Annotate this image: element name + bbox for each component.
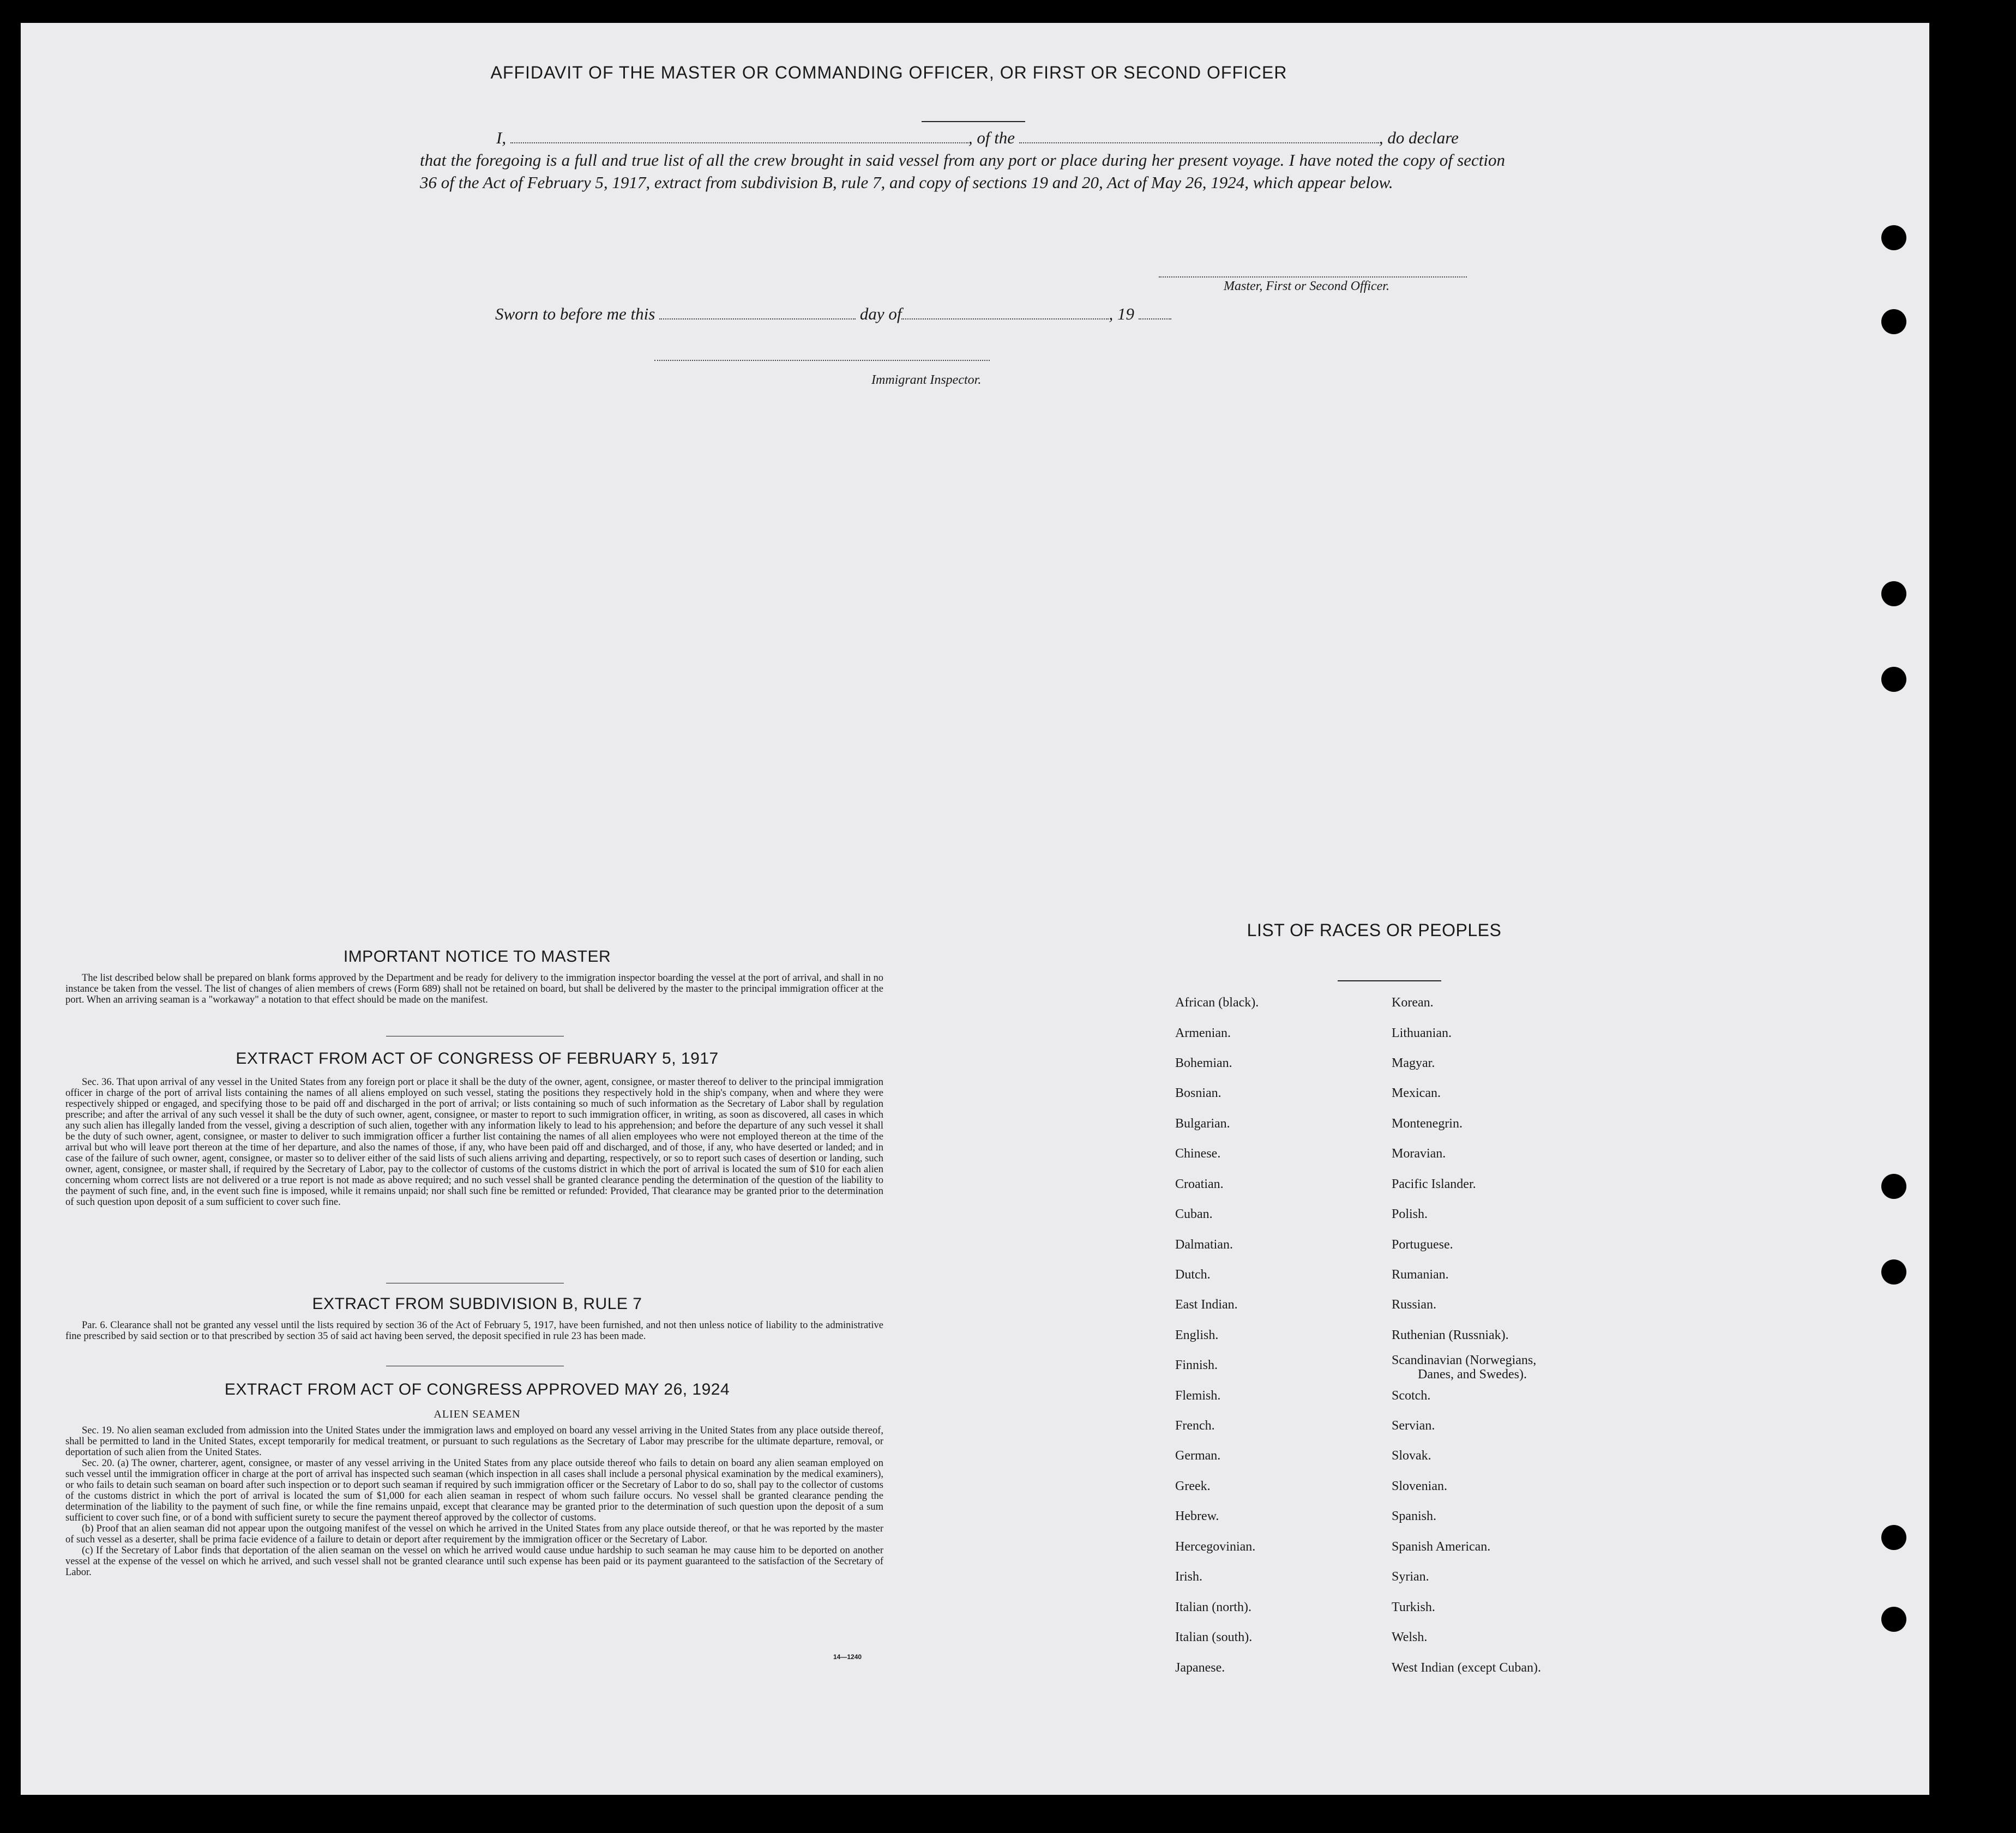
punch-hole bbox=[1881, 1525, 1906, 1550]
of-the-label: , of the bbox=[968, 128, 1015, 147]
race-left: East Indian. bbox=[1175, 1298, 1238, 1312]
race-left: English. bbox=[1175, 1328, 1219, 1342]
notice-title: IMPORTANT NOTICE TO MASTER bbox=[343, 948, 611, 966]
inspector-signature-line[interactable] bbox=[654, 360, 990, 361]
race-left: Irish. bbox=[1175, 1570, 1202, 1584]
punch-hole bbox=[1881, 1174, 1906, 1199]
race-right: Mexican. bbox=[1392, 1086, 1441, 1100]
sworn-label: Sworn to before me this bbox=[495, 304, 655, 323]
race-right: Welsh. bbox=[1392, 1630, 1428, 1644]
race-right-continuation: Danes, and Swedes). bbox=[1418, 1367, 1527, 1382]
race-right: Spanish. bbox=[1392, 1509, 1437, 1523]
extract-1917-text bbox=[65, 1077, 883, 1208]
race-right: Russian. bbox=[1392, 1298, 1437, 1312]
sworn-line bbox=[495, 304, 1171, 324]
notice-paragraph: The list described below shall be prepared on blank forms approved by the Department and be ready for delivery to the immigration inspector boarding the vessel at the port of arrival, and shall in no instance be taken from the vessel. The list of changes of alien members of crews (Form 689) shall not be retained on board, but shall be delivered by the master to the principal immigration officer at the port. When an arriving seaman is a "workaway" a notation to that effect should be made on the manifest. bbox=[65, 973, 883, 1005]
race-left: German. bbox=[1175, 1449, 1221, 1463]
race-left: African (black). bbox=[1175, 996, 1259, 1010]
alien-seamen-subtitle: ALIEN SEAMEN bbox=[434, 1408, 521, 1420]
race-left: Finnish. bbox=[1175, 1358, 1218, 1372]
extract-rule7-title: EXTRACT FROM SUBDIVISION B, RULE 7 bbox=[312, 1295, 642, 1313]
sworn-year-field[interactable] bbox=[1139, 305, 1171, 319]
name-field[interactable] bbox=[510, 129, 968, 143]
notice-text bbox=[65, 973, 883, 1005]
race-left: Hebrew. bbox=[1175, 1509, 1219, 1523]
sec20c-paragraph: (c) If the Secretary of Labor finds that deportation of the alien seaman on the vessel on which he arrived would cause undue hardship to such seaman he may cause him to be deported on another vessel at the expense of the vessel on which he arrived, and such vessel shall not be granted clearance until such expense has been paid or its payment guaranteed to the satisfaction of the Secretary of Labor. bbox=[65, 1545, 883, 1578]
race-right: West Indian (except Cuban). bbox=[1392, 1661, 1541, 1675]
extract-1924-text bbox=[65, 1425, 883, 1578]
race-right: Lithuanian. bbox=[1392, 1026, 1452, 1040]
race-left: Japanese. bbox=[1175, 1661, 1225, 1675]
race-left: Armenian. bbox=[1175, 1026, 1231, 1040]
race-right: Slovenian. bbox=[1392, 1479, 1447, 1493]
punch-hole bbox=[1881, 581, 1906, 606]
race-left: Bosnian. bbox=[1175, 1086, 1221, 1100]
race-right: Scandinavian (Norwegians, bbox=[1392, 1353, 1537, 1367]
race-left: Bulgarian. bbox=[1175, 1117, 1230, 1131]
affidavit-body-text: that the foregoing is a full and true list of all the crew brought in said vessel from any port or place during her present voyage. I have noted the copy of section 36 of the Act of February 5, 1917, extract from subdivision B, rule 7, and copy of sections 19 and 20, Act of May 26, 1924, which appear below. bbox=[420, 150, 1505, 192]
affidavit-title: AFFIDAVIT OF THE MASTER OR COMMANDING OFFICER, OR FIRST OR SECOND OFFICER bbox=[490, 63, 1287, 82]
punch-hole bbox=[1881, 225, 1906, 250]
race-right: Syrian. bbox=[1392, 1570, 1429, 1584]
race-right: Magyar. bbox=[1392, 1056, 1435, 1070]
year-prefix: , 19 bbox=[1109, 304, 1134, 323]
inspector-label: Immigrant Inspector. bbox=[871, 373, 982, 387]
sworn-day-field[interactable] bbox=[659, 305, 856, 319]
race-right: Montenegrin. bbox=[1392, 1117, 1463, 1131]
race-right: Servian. bbox=[1392, 1419, 1435, 1433]
master-signature-line[interactable] bbox=[1159, 276, 1467, 278]
race-left: Croatian. bbox=[1175, 1177, 1224, 1191]
race-left: Dutch. bbox=[1175, 1268, 1211, 1282]
race-right: Korean. bbox=[1392, 996, 1434, 1010]
races-title: LIST OF RACES OR PEOPLES bbox=[1247, 920, 1502, 940]
race-right: Turkish. bbox=[1392, 1600, 1435, 1614]
race-right: Ruthenian (Russniak). bbox=[1392, 1328, 1509, 1342]
race-left: Dalmatian. bbox=[1175, 1238, 1233, 1252]
race-right: Pacific Islander. bbox=[1392, 1177, 1476, 1191]
race-right: Moravian. bbox=[1392, 1147, 1446, 1161]
master-label: Master, First or Second Officer. bbox=[1224, 279, 1389, 293]
sec36-paragraph: Sec. 36. That upon arrival of any vessel in the United States from any foreign port or place it shall be the duty of the owner, agent, consignee, or master thereof to deliver to the principal immigration officer in charge of the port of arrival lists containing the names of all aliens employed on such vessel, stating the positions they respectively hold in the ship's company, when and where they were respectively shipped or engaged, and specifying those to be paid off and discharged in the port of arrival; or lists containing so much of such information as the Secretary of Labor shall by regulation prescribe; and after the arrival of any such vessel it shall be the duty of such owner, agent, consignee, or master to report to such immigration officer, in writing, as soon as discovered, all cases in which any such alien has illegally landed from the vessel, giving a description of such alien, together with any information likely to lead to his apprehension; and before the departure of any such vessel it shall be the duty of such owner, agent, consignee, or master to deliver to such immigration officer a further list containing the names of all alien employees who were not employed thereon at the time of the arrival but who will leave port thereon at the time of her departure, and also the names of those, if any, who have been paid off and discharged, and of those, if any, who have deserted or landed; and in case of the failure of such owner, agent, consignee, or master so to deliver either of the said lists of such aliens arriving and departing, respectively, or so to report such cases of desertion or landing, such owner, agent, consignee, or master shall, if required by the Secretary of Labor, pay to the collector of customs of the customs district in which the port of arrival is located the sum of $10 for each alien concerning whom correct lists are not delivered or a true report is not made as above required; and no such vessel shall be granted clearance pending the determination of the question of the liability to the payment of such fine, and, in the event such fine is imposed, while it remains unpaid; nor shall such fine be remitted or refunded: Provided, That clearance may be granted prior to the determination of such question upon deposit of a sum sufficient to cover such fine. bbox=[65, 1077, 883, 1208]
punch-hole bbox=[1881, 309, 1906, 334]
sec20b-paragraph: (b) Proof that an alien seaman did not appear upon the outgoing manifest of the vessel on which he arrived in the United States from any place outside thereof, or that he was reported by the master of such vessel as a deserter, shall be prima facie evidence of a failure to detain or deport after requirement by the immigration officer or the Secretary of Labor. bbox=[65, 1523, 883, 1545]
race-left: Hercegovinian. bbox=[1175, 1540, 1256, 1554]
extract-rule7-text bbox=[65, 1320, 883, 1342]
do-declare-label: , do declare bbox=[1379, 128, 1459, 147]
race-left: Italian (south). bbox=[1175, 1630, 1253, 1644]
extract-1924-title: EXTRACT FROM ACT OF CONGRESS APPROVED MAY 26, 1924 bbox=[224, 1380, 730, 1398]
race-left: Italian (north). bbox=[1175, 1600, 1251, 1614]
race-left: Cuban. bbox=[1175, 1207, 1213, 1221]
race-left: Flemish. bbox=[1175, 1389, 1221, 1403]
race-left: Greek. bbox=[1175, 1479, 1211, 1493]
form-number: 14—1240 bbox=[833, 1653, 862, 1661]
i-label: I, bbox=[496, 128, 507, 147]
race-right: Scotch. bbox=[1392, 1389, 1431, 1403]
par6-paragraph: Par. 6. Clearance shall not be granted any vessel until the lists required by section 36 of the Act of February 5, 1917, have been furnished, and not then unless notice of liability to the administrative fine prescribed by said section or to that prescribed by section 35 of said act having been served, the deposit specified in rule 23 has been made. bbox=[65, 1320, 883, 1342]
title-rule bbox=[922, 121, 1025, 122]
affidavit-text bbox=[420, 126, 1505, 194]
extract-1917-title: EXTRACT FROM ACT OF CONGRESS OF FEBRUARY 5, 1917 bbox=[236, 1050, 719, 1068]
day-of-label: day of bbox=[859, 304, 902, 323]
race-left: Chinese. bbox=[1175, 1147, 1221, 1161]
race-right: Rumanian. bbox=[1392, 1268, 1449, 1282]
races-title-rule bbox=[1338, 980, 1441, 981]
sec19-paragraph: Sec. 19. No alien seaman excluded from admission into the United States under the immigration laws and employed on board any vessel arriving in the United States from any place outside thereof, shall be permitted to land in the United States, except temporarily for medical treatment, or pursuant to such regulations as the Secretary of Labor may prescribe for the ultimate departure, removal, or deportation of such alien from the United States. bbox=[65, 1425, 883, 1458]
race-left: Bohemian. bbox=[1175, 1056, 1232, 1070]
punch-hole bbox=[1881, 667, 1906, 692]
punch-hole bbox=[1881, 1259, 1906, 1285]
race-left: French. bbox=[1175, 1419, 1215, 1433]
race-right: Polish. bbox=[1392, 1207, 1428, 1221]
race-right: Slovak. bbox=[1392, 1449, 1431, 1463]
vessel-field[interactable] bbox=[1019, 129, 1379, 143]
punch-hole bbox=[1881, 1607, 1906, 1632]
sworn-month-field[interactable] bbox=[901, 305, 1109, 319]
race-right: Spanish American. bbox=[1392, 1540, 1491, 1554]
sec20a-paragraph: Sec. 20. (a) The owner, charterer, agent, consignee, or master of any vessel arriving in the United States from any place outside thereof who fails to detain on board any alien seaman employed on such vessel until the immigration officer in charge at the port of arrival has inspected such seaman (which inspection in all cases shall include a personal physical examination by the medical examiners), or who fails to detain such seaman on board after such inspection or to deport such seaman if required by such immigration officer or the Secretary of Labor to do so, shall pay to the collector of customs of the customs district in which the port of arrival is located the sum of $1,000 for each alien seaman in respect of whom such failure occurs. No vessel shall be granted clearance pending the determination of the liability to the payment of such fine, or while the fine remains unpaid, except that clearance may be granted prior to the determination of such question upon the deposit of a sum sufficient to cover such fine, or of a bond with sufficient surety to secure the payment thereof approved by the collector of customs. bbox=[65, 1458, 883, 1523]
race-right: Portuguese. bbox=[1392, 1238, 1453, 1252]
